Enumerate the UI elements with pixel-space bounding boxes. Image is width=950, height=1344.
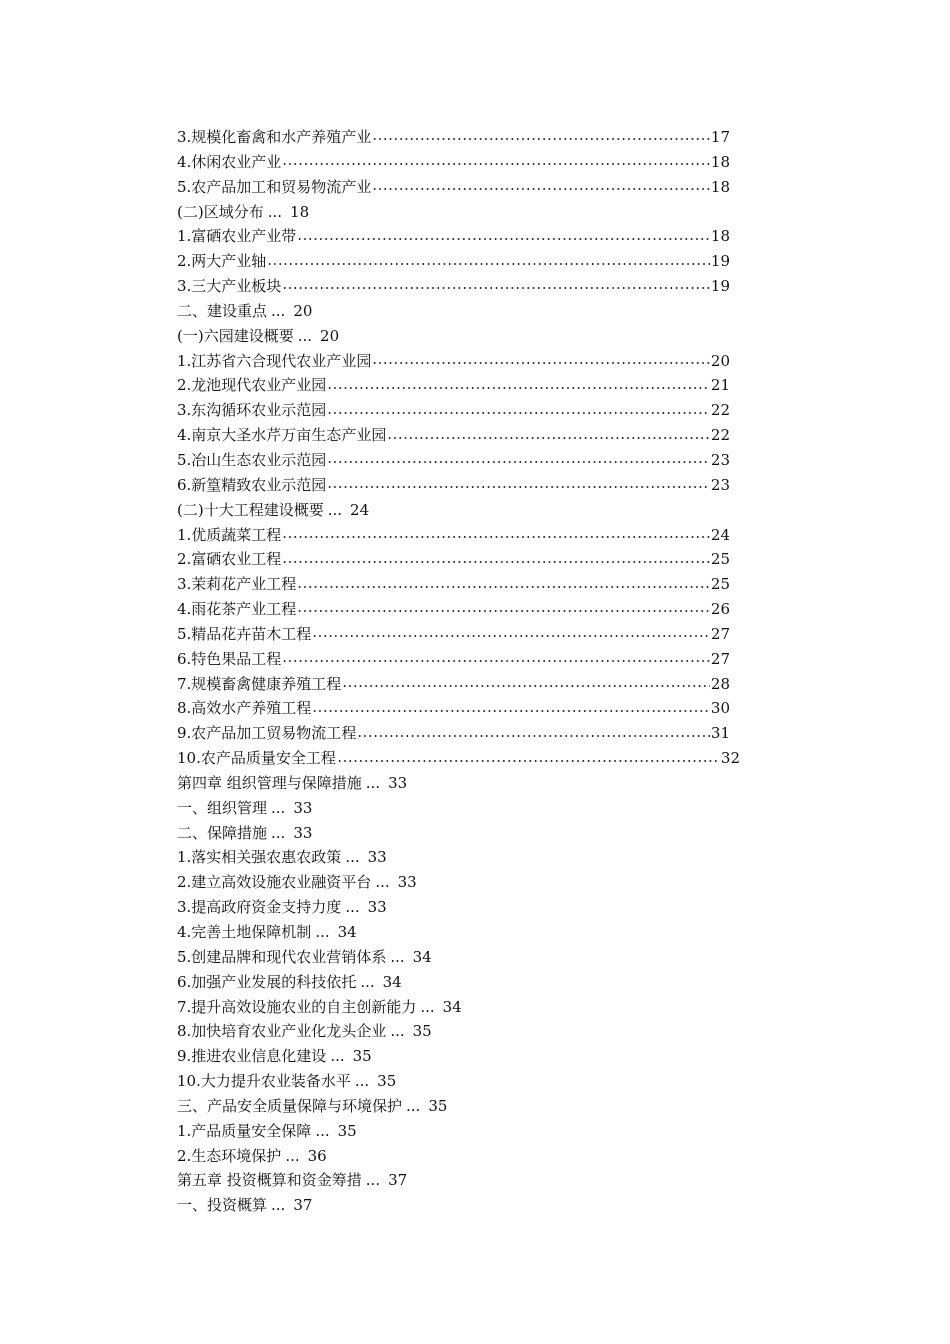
- toc-entry[interactable]: [177, 945, 757, 970]
- toc-entry[interactable]: [177, 498, 757, 523]
- toc-entry[interactable]: [177, 696, 730, 721]
- toc-entry[interactable]: [177, 870, 757, 895]
- toc-entry-title: 9.推进农业信息化建设: [177, 1047, 327, 1066]
- toc-entry-title: 1.优质蔬菜工程: [177, 525, 282, 544]
- toc-dot-leader: [387, 437, 710, 439]
- toc-page-number: 37: [388, 1171, 408, 1190]
- toc-entry[interactable]: [177, 523, 730, 548]
- toc-page-number: 20: [293, 301, 313, 320]
- toc-entry[interactable]: [177, 647, 730, 672]
- toc-page-number: 35: [428, 1096, 448, 1115]
- toc-entry[interactable]: [177, 200, 757, 225]
- toc-entry-title: 3.三大产业板块: [177, 277, 282, 296]
- toc-entry[interactable]: [177, 1069, 757, 1094]
- toc-page-number: 34: [412, 947, 432, 966]
- toc-page-number: 27: [710, 624, 730, 643]
- toc-separator: ...: [271, 1196, 286, 1215]
- toc-separator: ...: [406, 1096, 421, 1115]
- toc-entry[interactable]: [177, 920, 757, 945]
- toc-page-number: 25: [710, 550, 730, 569]
- toc-entry-title: 6.加强产业发展的科技依托: [177, 972, 357, 991]
- toc-entry-title: 6.特色果品工程: [177, 649, 282, 668]
- toc-page-number: 28: [710, 674, 730, 693]
- toc-entry-title: 一、投资概算: [177, 1196, 268, 1215]
- toc-page-number: 35: [412, 1022, 432, 1041]
- toc-entry[interactable]: [177, 349, 730, 374]
- toc-entry[interactable]: [177, 622, 730, 647]
- toc-entry-title: 二、保障措施: [177, 823, 268, 842]
- toc-entry[interactable]: [177, 299, 757, 324]
- toc-entry-title: 4.休闲农业产业: [177, 152, 282, 171]
- toc-page-number: 37: [293, 1196, 313, 1215]
- toc-separator: ...: [330, 1047, 345, 1066]
- toc-separator: ...: [267, 202, 283, 221]
- toc-entry[interactable]: [177, 970, 757, 995]
- toc-entry[interactable]: [177, 224, 730, 249]
- toc-page-number: 27: [710, 649, 730, 668]
- toc-entry[interactable]: [177, 547, 730, 572]
- toc-page-number: 35: [377, 1072, 397, 1091]
- toc-entry[interactable]: [177, 423, 730, 448]
- toc-entry-title: 2.建立高效设施农业融资平台: [177, 873, 372, 892]
- toc-entry[interactable]: [177, 1193, 757, 1218]
- toc-page-number: 34: [442, 997, 462, 1016]
- toc-dot-leader: [327, 412, 710, 414]
- toc-page-number: 18: [290, 202, 310, 221]
- toc-dot-leader: [282, 536, 710, 538]
- toc-entry-title: 5.精品花卉苗木工程: [177, 624, 312, 643]
- toc-entry-title: 9.农产品加工贸易物流工程: [177, 724, 357, 743]
- toc-dot-leader: [297, 610, 710, 612]
- toc-entry[interactable]: [177, 1168, 757, 1193]
- toc-entry[interactable]: [177, 1119, 757, 1144]
- toc-page-number: 24: [710, 525, 730, 544]
- toc-entry-title: 10.大力提升农业装备水平: [177, 1072, 351, 1091]
- toc-entry-title: 1.江苏省六合现代农业产业园: [177, 351, 372, 370]
- toc-page-number: 33: [397, 873, 417, 892]
- toc-entry-title: 6.新篁精致农业示范园: [177, 475, 327, 494]
- toc-separator: ...: [390, 1022, 405, 1041]
- toc-dot-leader: [312, 710, 710, 712]
- toc-entry[interactable]: [177, 845, 757, 870]
- toc-entry-title: 第四章 组织管理与保障措施: [177, 773, 362, 792]
- toc-entry-title: 3.东沟循环农业示范园: [177, 401, 327, 420]
- toc-dot-leader: [297, 586, 710, 588]
- toc-dot-leader: [282, 660, 710, 662]
- toc-separator: ...: [354, 1072, 370, 1091]
- toc-entry-title: (二)十大工程建设概要: [177, 500, 324, 519]
- toc-entry[interactable]: [177, 1019, 757, 1044]
- toc-page-number: 33: [367, 898, 387, 917]
- toc-entry-title: 2.生态环境保护: [177, 1146, 282, 1165]
- toc-entry[interactable]: [177, 125, 730, 150]
- toc-separator: ...: [345, 848, 360, 867]
- toc-dot-leader: [357, 735, 710, 737]
- toc-entry[interactable]: [177, 398, 730, 423]
- toc-page-number: 17: [710, 128, 730, 146]
- toc-separator: ...: [360, 972, 375, 991]
- toc-entry[interactable]: [177, 473, 730, 498]
- toc-entry-title: (一)六园建设概要: [177, 326, 294, 345]
- toc-page-number: 36: [307, 1146, 327, 1165]
- toc-entry-title: 10.农产品质量安全工程: [177, 749, 336, 768]
- toc-page-number: 35: [352, 1047, 372, 1066]
- toc-entry[interactable]: [177, 448, 730, 473]
- toc-separator: ...: [365, 773, 381, 792]
- toc-entry-title: 5.农产品加工和贸易物流产业: [177, 177, 372, 196]
- toc-separator: ...: [315, 923, 330, 941]
- toc-page-number: 35: [337, 1121, 357, 1140]
- toc-page-number: 20: [710, 351, 730, 370]
- toc-entry[interactable]: [177, 771, 757, 796]
- toc-page-number: 25: [710, 575, 730, 594]
- toc-separator: ...: [271, 823, 286, 842]
- toc-separator: ...: [327, 500, 343, 519]
- toc-separator: ...: [271, 798, 286, 817]
- toc-entry[interactable]: [177, 746, 740, 771]
- toc-page-number: 19: [710, 277, 730, 296]
- toc-page-number: 34: [382, 972, 402, 991]
- toc-entry[interactable]: [177, 995, 757, 1020]
- toc-page-number: 24: [350, 500, 370, 519]
- toc-dot-leader: [327, 486, 710, 488]
- toc-entry[interactable]: [177, 821, 757, 846]
- toc-entry[interactable]: [177, 597, 730, 622]
- toc-dot-leader: [327, 461, 710, 463]
- toc-page-number: 32: [720, 749, 740, 768]
- toc-separator: ...: [271, 301, 286, 320]
- toc-dot-leader: [327, 387, 710, 389]
- toc-entry-title: 一、组织管理: [177, 798, 268, 817]
- toc-entry-title: 1.产品质量安全保障: [177, 1121, 312, 1140]
- toc-entry-title: 7.规模畜禽健康养殖工程: [177, 674, 342, 693]
- toc-entry[interactable]: [177, 721, 730, 746]
- table-of-contents: [177, 125, 757, 1218]
- toc-entry-title: 2.龙池现代农业产业园: [177, 376, 327, 395]
- toc-page-number: 33: [293, 823, 313, 842]
- toc-dot-leader: [297, 238, 710, 240]
- toc-entry-title: 三、产品安全质量保障与环境保护: [177, 1096, 403, 1115]
- toc-entry-title: 4.雨花茶产业工程: [177, 600, 297, 619]
- toc-separator: ...: [345, 898, 360, 917]
- toc-entry-title: 1.落实相关强农惠农政策: [177, 848, 342, 867]
- toc-entry[interactable]: [177, 150, 730, 175]
- toc-dot-leader: [372, 138, 710, 140]
- toc-page-number: 18: [710, 177, 730, 196]
- toc-entry-title: 3.茉莉花产业工程: [177, 575, 297, 594]
- toc-dot-leader: [282, 287, 710, 289]
- toc-page-number: 34: [337, 923, 357, 941]
- toc-entry[interactable]: [177, 175, 730, 200]
- toc-separator: ...: [297, 326, 313, 345]
- toc-separator: ...: [375, 873, 390, 892]
- toc-entry-title: 7.提升高效设施农业的自主创新能力: [177, 997, 417, 1016]
- toc-page-number: 30: [710, 699, 730, 718]
- toc-entry[interactable]: [177, 249, 730, 274]
- toc-page-number: 26: [710, 600, 730, 619]
- toc-separator: ...: [420, 997, 435, 1016]
- toc-entry-title: (二)区域分布: [177, 202, 264, 221]
- toc-page-number: 31: [710, 724, 730, 743]
- toc-entry[interactable]: [177, 572, 730, 597]
- toc-dot-leader: [342, 685, 710, 687]
- toc-entry-title: 3.规模化畜禽和水产养殖产业: [177, 128, 372, 146]
- toc-dot-leader: [267, 263, 710, 265]
- toc-entry-title: 5.冶山生态农业示范园: [177, 450, 327, 469]
- toc-page-number: 23: [710, 450, 730, 469]
- toc-entry-title: 4.完善土地保障机制: [177, 923, 312, 941]
- toc-separator: ...: [390, 947, 405, 966]
- toc-page-number: 22: [710, 401, 730, 420]
- toc-separator: ...: [315, 1121, 330, 1140]
- toc-entry[interactable]: [177, 895, 757, 920]
- toc-entry[interactable]: [177, 796, 757, 821]
- toc-entry-title: 3.提高政府资金支持力度: [177, 898, 342, 917]
- toc-entry-title: 4.南京大圣水芹万亩生态产业园: [177, 426, 387, 445]
- toc-entry-title: 5.创建品牌和现代农业营销体系: [177, 947, 387, 966]
- toc-entry[interactable]: [177, 324, 757, 349]
- toc-entry[interactable]: [177, 274, 730, 299]
- toc-page-number: 22: [710, 426, 730, 445]
- toc-dot-leader: [282, 561, 710, 563]
- toc-entry-title: 2.富硒农业工程: [177, 550, 282, 569]
- toc-page-number: 33: [367, 848, 387, 867]
- toc-entry-title: 二、建设重点: [177, 301, 268, 320]
- toc-page-number: 20: [320, 326, 340, 345]
- toc-entry-title: 第五章 投资概算和资金筹措: [177, 1171, 362, 1190]
- toc-dot-leader: [337, 760, 720, 762]
- toc-page-number: 21: [710, 376, 730, 395]
- toc-entry[interactable]: [177, 1044, 757, 1069]
- toc-separator: ...: [285, 1146, 300, 1165]
- toc-dot-leader: [312, 635, 710, 637]
- toc-page-number: 23: [710, 475, 730, 494]
- toc-entry-title: 1.富硒农业产业带: [177, 227, 297, 246]
- toc-entry-title: 8.高效水产养殖工程: [177, 699, 312, 718]
- toc-entry[interactable]: [177, 1144, 757, 1169]
- toc-page-number: 19: [710, 252, 730, 271]
- toc-entry[interactable]: [177, 373, 730, 398]
- toc-page-number: 18: [710, 227, 730, 246]
- toc-entry[interactable]: [177, 672, 730, 697]
- toc-entry-title: 8.加快培育农业产业化龙头企业: [177, 1022, 387, 1041]
- toc-dot-leader: [372, 188, 710, 190]
- toc-dot-leader: [372, 362, 710, 364]
- toc-page-number: 18: [710, 152, 730, 171]
- toc-page-number: 33: [293, 798, 313, 817]
- toc-separator: ...: [365, 1171, 381, 1190]
- toc-entry[interactable]: [177, 1094, 757, 1119]
- toc-page-number: 33: [388, 773, 408, 792]
- toc-dot-leader: [282, 163, 710, 165]
- toc-entry-title: 2.两大产业轴: [177, 252, 267, 271]
